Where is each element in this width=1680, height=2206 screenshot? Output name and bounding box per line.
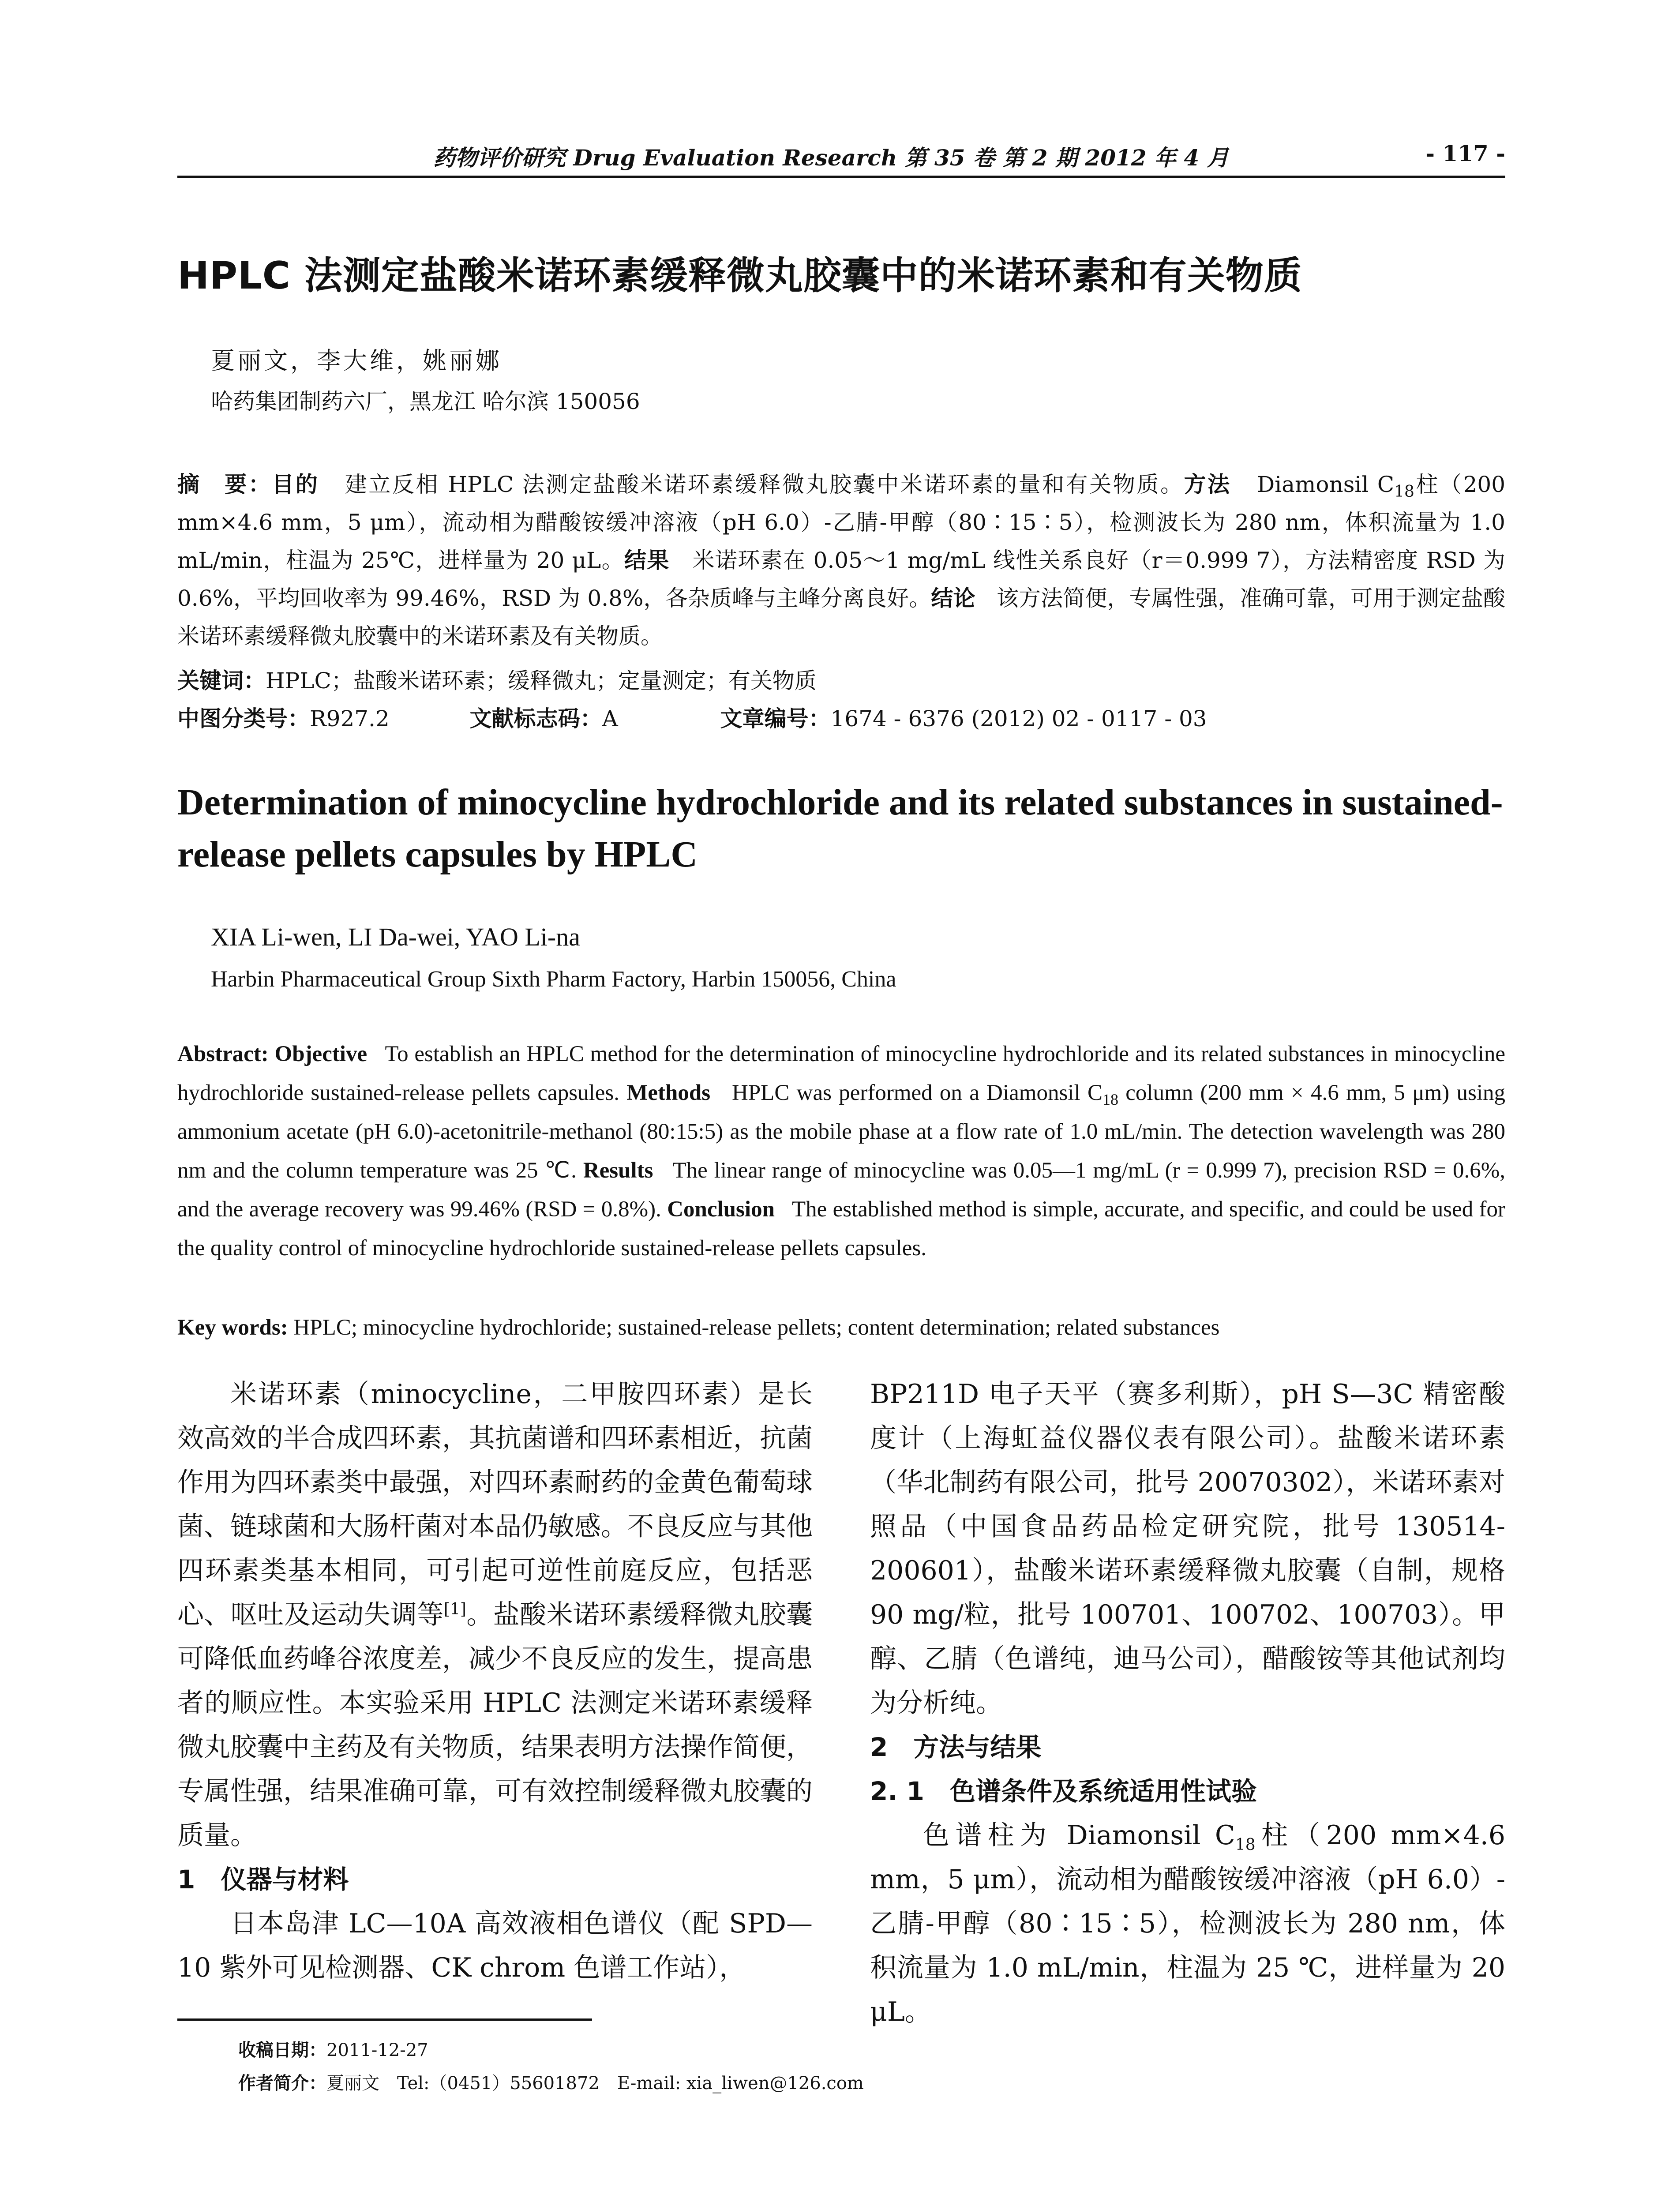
keywords-en-text: HPLC; minocycline hydrochloride; sustained-release pellets; content determination; related substances xyxy=(293,1315,1220,1340)
section-2-1-text-b: 柱（200 mm×4.6 mm，5 μm），流动相为醋酸铵缓冲溶液（pH 6.0）-乙腈-甲醇（80∶15∶5），检测波长为 280 nm，体积流量为 1.0 mL/min，柱温为 25 ℃，进样量为 20 μL。 xyxy=(870,1820,1505,2027)
abstract-en-label: Abstract: Objective xyxy=(177,1042,368,1066)
title-en: Determination of minocycline hydrochloride and its related substances in sustained-release pellets capsules by HPLC xyxy=(177,782,1503,875)
affiliation-cn: 哈药集团制药六厂，黑龙江 哈尔滨 150056 xyxy=(211,389,640,414)
section-heading-2-1: 2. 1 色谱条件及系统适用性试验 xyxy=(870,1776,1257,1806)
intro-text-a: 米诺环素（minocycline，二甲胺四环素）是长效高效的半合成四环素，其抗菌谱和四环素相近，抗菌作用为四环素类中最强，对四环素耐药的金黄色葡萄球菌、链球菌和大肠杆菌对本品仍敏感。不良反应与其他四环素类基本相同，可引起可逆性前庭反应，包括恶心、呕吐及运动失调等 xyxy=(177,1379,813,1630)
keywords-en-label: Key words: xyxy=(177,1315,288,1340)
abstract-cn-label: 摘 要： xyxy=(177,472,272,497)
intro-text-b: 。盐酸米诺环素缓释微丸胶囊可降低血药峰谷浓度差，减少不良反应的发生，提高患者的顺应性。本实验采用 HPLC 法测定米诺环素缓释微丸胶囊中主药及有关物质，结果表明方法操作简便，专属性强，结果准确可靠，可有效控制缓释微丸胶囊的质量。 xyxy=(177,1599,813,1851)
section-2-1-sub: 18 xyxy=(1235,1836,1256,1854)
conclusion-cn: 该方法简便，专属性强，准确可靠，可用于测定盐酸米诺环素缓释微丸胶囊中的米诺环素及有关物质。 xyxy=(177,585,1506,649)
received-label: 收稿日期： xyxy=(238,2040,326,2060)
header-rule xyxy=(177,176,1505,178)
title-cn: HPLC 法测定盐酸米诺环素缓释微丸胶囊中的米诺环素和有关物质 xyxy=(177,254,1302,298)
affiliation-en: Harbin Pharmaceutical Group Sixth Pharm Factory, Harbin 150056, China xyxy=(211,967,896,992)
classification-row xyxy=(177,700,1505,738)
methods-en-label: Methods xyxy=(626,1080,711,1105)
objective-cn: 建立反相 HPLC 法测定盐酸米诺环素缓释微丸胶囊中米诺环素的量和有关物质。 xyxy=(345,472,1184,497)
methods-en-b: column (200 mm × 4.6 mm, 5 μm) using ammonium acetate (pH 6.0)-acetonitrile-methanol (80:15:5) as the mobile phase at a flow rate of 1.0 mL/min. The detection wavelength was 280 nm and the column temperature was 25 ℃. xyxy=(177,1080,1506,1183)
author-bio: 夏丽文 Tel:（0451）55601872 E-mail: xia_liwen@126.com xyxy=(326,2073,864,2093)
results-en: The linear range of minocycline was 0.05—1 mg/mL (r = 0.999 7), precision RSD = 0.6%, and the average recovery was 99.46% (RSD = 0.8%). xyxy=(177,1158,1505,1222)
footnote-received xyxy=(238,2036,856,2061)
intro-paragraph xyxy=(177,1372,813,1857)
footnote-rule xyxy=(177,2018,592,2021)
conclusion-cn-label: 结论 xyxy=(931,585,975,611)
clc-value: R927.2 xyxy=(310,706,390,732)
conclusion-en-label: Conclusion xyxy=(667,1197,775,1222)
footnote-author xyxy=(238,2069,864,2094)
methods-cn-sub: 18 xyxy=(1394,483,1414,501)
page-number: - 117 - xyxy=(1425,140,1505,166)
abstract-cn xyxy=(177,465,1505,655)
author-bio-label: 作者简介： xyxy=(238,2073,326,2093)
article-no-label: 文章编号： xyxy=(720,706,831,732)
body-column-right xyxy=(870,1372,1505,2034)
keywords-cn-text: HPLC；盐酸米诺环素；缓释微丸；定量测定；有关物质 xyxy=(266,668,817,694)
doc-code-value: A xyxy=(602,706,618,732)
journal-header: 药物评价研究 Drug Evaluation Research 第 35 卷 第 2 期 2012 年 4 月 xyxy=(433,145,1229,171)
keywords-cn xyxy=(177,662,1505,700)
objective-cn-label: 目的 xyxy=(272,472,319,497)
results-cn-label: 结果 xyxy=(624,548,670,573)
results-cn: 米诺环素在 0.05～1 mg/mL 线性关系良好（r＝0.999 7），方法精密度 RSD 为 0.6%，平均回收率为 99.46%，RSD 为 0.8%，各杂质峰与主峰分离良好。 xyxy=(177,548,1505,611)
received-date: 2011-12-27 xyxy=(326,2040,428,2060)
authors-cn: 夏丽文，李大维，姚丽娜 xyxy=(211,347,502,375)
keywords-en xyxy=(177,1308,1505,1347)
section-heading-2: 2 方法与结果 xyxy=(870,1732,1042,1762)
section-heading-1: 1 仪器与材料 xyxy=(177,1865,349,1895)
article-no-value: 1674 - 6376 (2012) 02 - 0117 - 03 xyxy=(830,706,1207,732)
methods-cn-a: Diamonsil C xyxy=(1257,472,1395,497)
doc-code-label: 文献标志码： xyxy=(469,706,602,732)
methods-cn-b: 柱（200 mm×4.6 mm，5 μm），流动相为醋酸铵缓冲溶液（pH 6.0）-乙腈-甲醇（80∶15∶5），检测波长为 280 nm，体积流量为 1.0 mL/min，柱温为 25℃，进样量为 20 μL。 xyxy=(177,472,1506,573)
authors-en: XIA Li-wen, LI Da-wei, YAO Li-na xyxy=(211,923,580,951)
abstract-en xyxy=(177,1035,1505,1268)
methods-en-sub: 18 xyxy=(1102,1091,1118,1109)
keywords-cn-label: 关键词： xyxy=(177,668,266,694)
results-en-label: Results xyxy=(583,1158,653,1183)
body-column-left xyxy=(177,1372,813,1990)
clc-label: 中图分类号： xyxy=(177,706,310,732)
section-2-1-text xyxy=(870,1813,1505,2034)
section-1-text-left: 日本岛津 LC—10A 高效液相色谱仪（配 SPD—10 紫外可见检测器、CK chrom 色谱工作站）， xyxy=(177,1908,813,1983)
methods-en-a: HPLC was performed on a Diamonsil C xyxy=(731,1080,1102,1105)
objective-en: To establish an HPLC method for the determination of minocycline hydrochloride and its related substances in minocycline hydrochloride sustained-release pellets capsules. xyxy=(177,1042,1505,1105)
section-1-text-right: BP211D 电子天平（赛多利斯），pH S—3C 精密酸度计（上海虹益仪器仪表有限公司）。盐酸米诺环素（华北制药有限公司，批号 20070302），米诺环素对照品（中国食品药品检定研究院，批号 130514-200601），盐酸米诺环素缓释微丸胶囊（自制，规格 90 mg/粒，批号 100701、100702、100703）。甲醇、乙腈（色谱纯，迪马公司），醋酸铵等其他试剂均为分析纯。 xyxy=(870,1379,1505,1718)
conclusion-en: The established method is simple, accurate, and specific, and could be used for the quality control of minocycline hydrochloride sustained-release pellets capsules. xyxy=(177,1197,1505,1261)
citation-ref: [1] xyxy=(443,1600,466,1618)
methods-cn-label: 方法 xyxy=(1184,472,1231,497)
running-header xyxy=(177,140,1505,176)
section-2-1-text-a: 色谱柱为 Diamonsil C xyxy=(923,1820,1235,1851)
